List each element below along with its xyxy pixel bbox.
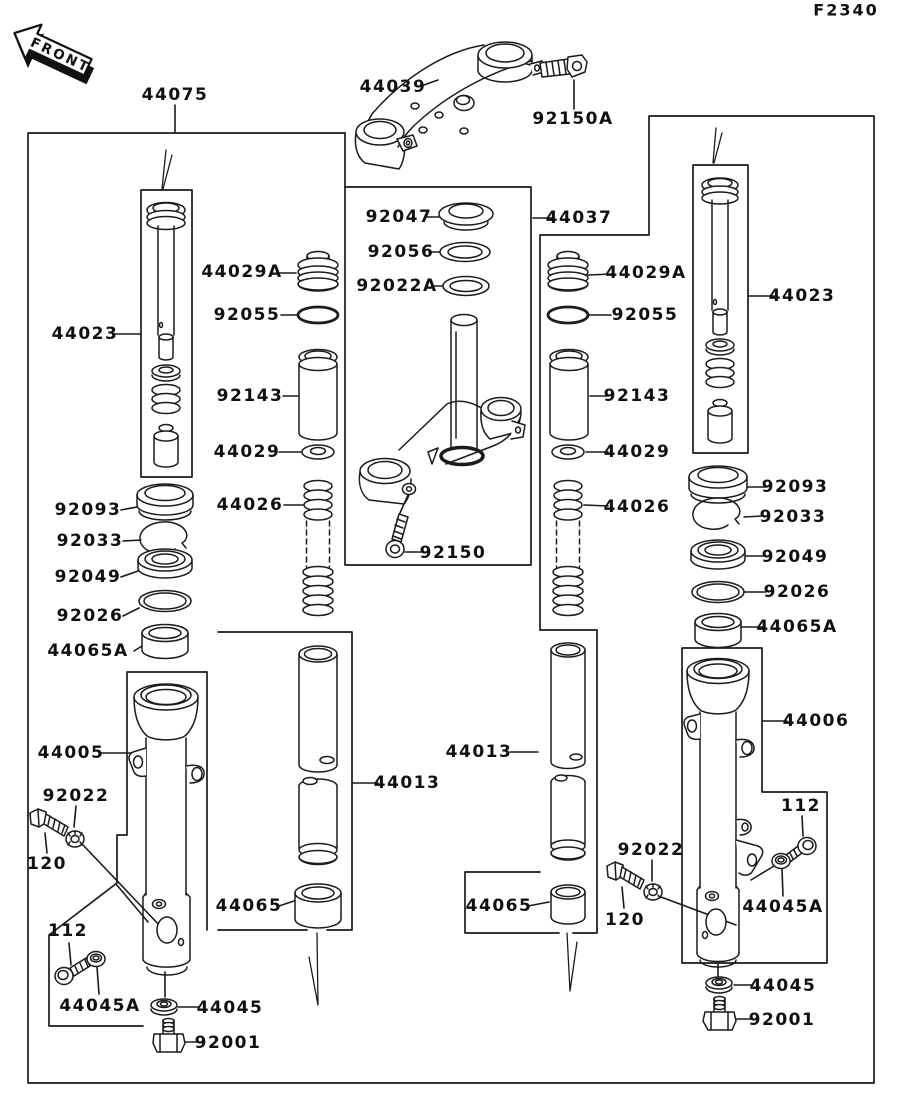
clamp-bolt-92150 bbox=[386, 514, 408, 558]
spring-holder-92143-left bbox=[299, 350, 337, 441]
part-label-44037: 44037 bbox=[545, 208, 613, 228]
part-label-92093-left: 92093 bbox=[54, 500, 122, 520]
bolt-120-right bbox=[607, 862, 644, 889]
washer-44029-right bbox=[552, 445, 584, 459]
pointer-needle-top-right bbox=[713, 128, 722, 163]
part-label-44026-left: 44026 bbox=[216, 495, 284, 515]
part-label-92022-left: 92022 bbox=[42, 786, 110, 806]
drain-bolt-92001-right bbox=[703, 997, 736, 1031]
outer-fork-tube-left bbox=[129, 684, 204, 975]
part-label-44005: 44005 bbox=[37, 743, 105, 763]
part-label-44029A-left: 44029A bbox=[201, 262, 283, 282]
part-label-92150A: 92150A bbox=[532, 109, 614, 129]
bushing-44065A-right bbox=[695, 614, 741, 648]
pointer-needle-bottom-right bbox=[567, 933, 577, 991]
pointer-needle-top-left bbox=[162, 150, 172, 189]
bolt-112-right bbox=[786, 838, 816, 863]
bolt-120-left bbox=[30, 809, 68, 836]
part-label-120-left: 120 bbox=[27, 854, 67, 874]
damper-rod-right bbox=[702, 178, 738, 443]
inner-fork-tube-left bbox=[299, 646, 337, 865]
inner-fork-tube-right bbox=[551, 643, 585, 860]
part-label-92049-right: 92049 bbox=[761, 547, 829, 567]
part-label-92022-right: 92022 bbox=[617, 840, 685, 860]
bushing-44065A-left bbox=[142, 625, 188, 659]
part-label-112-right: 112 bbox=[781, 796, 821, 816]
oil-seal-92093-left bbox=[137, 484, 193, 520]
part-label-44045A-left: 44045A bbox=[59, 996, 141, 1016]
part-label-44029-right: 44029 bbox=[603, 442, 671, 462]
oring-92055-right bbox=[548, 307, 588, 323]
part-label-92150: 92150 bbox=[419, 543, 487, 563]
part-label-44045A-right: 44045A bbox=[742, 897, 824, 917]
part-label-44013-left: 44013 bbox=[373, 773, 441, 793]
part-label-44026-right: 44026 bbox=[603, 497, 671, 517]
part-label-44065A-right: 44065A bbox=[756, 617, 838, 637]
part-label-44013-right: 44013 bbox=[445, 742, 513, 762]
part-label-92033-left: 92033 bbox=[56, 531, 124, 551]
part-label-92055-left: 92055 bbox=[213, 305, 281, 325]
part-label-44039: 44039 bbox=[359, 77, 427, 97]
part-label-92026-right: 92026 bbox=[763, 582, 831, 602]
washer-44045-right bbox=[706, 977, 732, 993]
part-label-44075: 44075 bbox=[141, 85, 209, 105]
seal-92049-left bbox=[138, 549, 192, 578]
fork-spring-44026-left bbox=[303, 481, 333, 616]
part-label-92001-right: 92001 bbox=[748, 1010, 816, 1030]
damper-rod-left bbox=[147, 203, 185, 468]
seal-92049-right bbox=[691, 540, 745, 569]
fork-cap-44029A-left bbox=[298, 252, 338, 291]
washer-44045-left bbox=[151, 999, 177, 1015]
outer-fork-tube-right bbox=[684, 659, 763, 968]
pointer-needle-bottom-left bbox=[309, 933, 318, 1005]
part-label-92022A: 92022A bbox=[356, 276, 438, 296]
washer-44045A-left bbox=[87, 952, 105, 967]
part-label-92033-right: 92033 bbox=[759, 507, 827, 527]
washer-44029-left bbox=[302, 445, 334, 459]
part-label-44065-right: 44065 bbox=[465, 896, 533, 916]
part-label-44029-left: 44029 bbox=[213, 442, 281, 462]
part-label-92001-left: 92001 bbox=[194, 1033, 262, 1053]
figure-code: F2340 bbox=[813, 0, 879, 20]
part-label-44029A-right: 44029A bbox=[605, 263, 687, 283]
fork-spring-44026-right bbox=[553, 481, 583, 616]
part-label-44065-left: 44065 bbox=[215, 896, 283, 916]
stem-shaft bbox=[451, 320, 477, 448]
part-label-44065A-left: 44065A bbox=[47, 641, 129, 661]
front-direction-arrow bbox=[3, 16, 101, 94]
part-label-92143-right: 92143 bbox=[603, 386, 671, 406]
drain-bolt-92001-left bbox=[153, 1019, 185, 1053]
upper-triple-clamp bbox=[355, 42, 544, 169]
part-label-44045-right: 44045 bbox=[749, 976, 817, 996]
nut-92022-right bbox=[644, 884, 662, 900]
part-label-44006: 44006 bbox=[782, 711, 850, 731]
washer-44045A-right bbox=[772, 854, 790, 869]
part-label-44023-right: 44023 bbox=[768, 286, 836, 306]
part-label-92093-right: 92093 bbox=[761, 477, 829, 497]
part-label-44023-left: 44023 bbox=[51, 324, 119, 344]
part-label-92026-left: 92026 bbox=[56, 606, 124, 626]
part-label-92047: 92047 bbox=[365, 207, 433, 227]
part-label-44045-left: 44045 bbox=[196, 998, 264, 1018]
part-label-112-left: 112 bbox=[48, 921, 88, 941]
spring-holder-92143-right bbox=[550, 350, 588, 441]
ring-92026-left bbox=[139, 591, 191, 612]
part-label-92143-left: 92143 bbox=[216, 386, 284, 406]
bushing-44065-left bbox=[295, 884, 341, 928]
oring-92055-left bbox=[298, 307, 338, 323]
nut-92022-left bbox=[66, 831, 84, 847]
fork-cap-44029A-right bbox=[548, 252, 588, 292]
bolt-112-left bbox=[55, 958, 90, 985]
bushing-44065-right bbox=[551, 885, 585, 924]
steering-stem-head-bolt-92150A bbox=[540, 55, 587, 77]
part-label-92056: 92056 bbox=[367, 242, 435, 262]
ring-92026-right bbox=[692, 582, 744, 603]
part-label-120-right: 120 bbox=[605, 910, 645, 930]
part-label-92055-right: 92055 bbox=[611, 305, 679, 325]
front-arrow-text: FRONT bbox=[27, 34, 93, 77]
part-label-92049-left: 92049 bbox=[54, 567, 122, 587]
